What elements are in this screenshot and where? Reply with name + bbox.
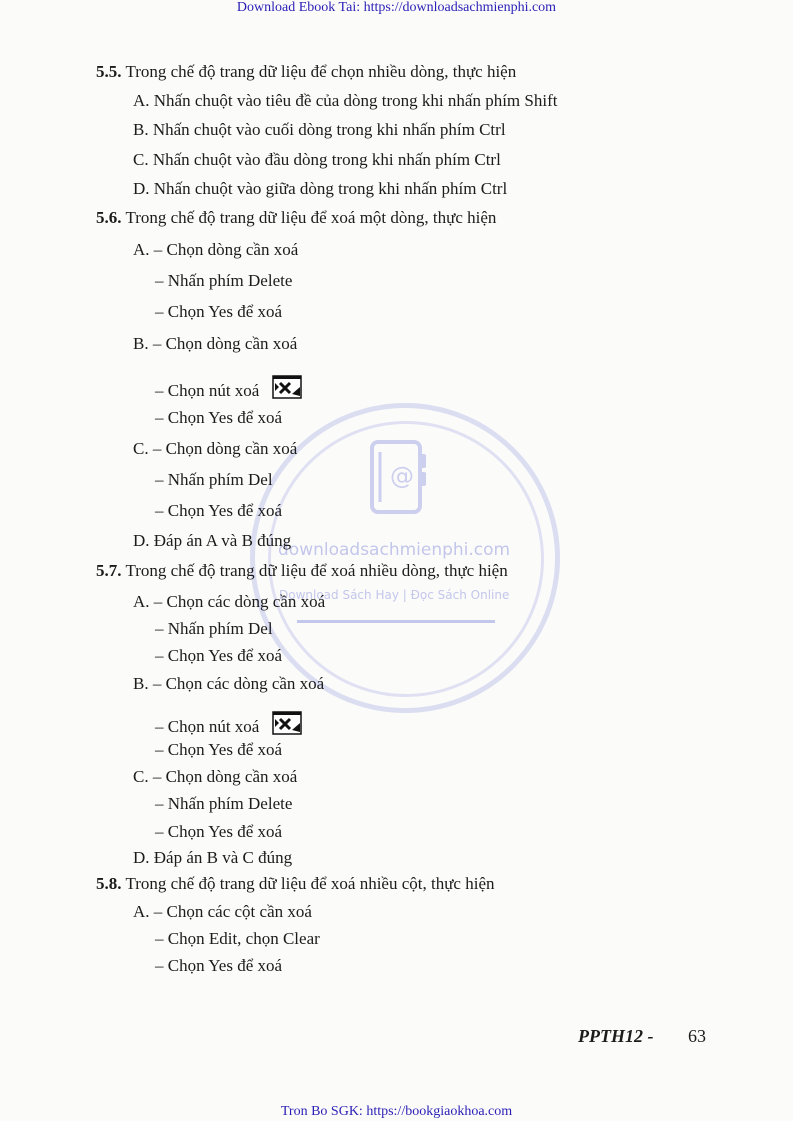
answer-5-7-d: D. Đáp án B và C đúng: [133, 848, 293, 867]
answer-5-6-b-step2: [155, 375, 302, 401]
delete-record-icon: [272, 711, 302, 735]
answer-5-7-b-step3: – Chọn Yes để xoá: [155, 740, 283, 759]
question-number: 5.6.: [96, 208, 122, 227]
answer-5-7-c-step2: – Nhấn phím Delete: [155, 794, 293, 813]
question-text: Trong chế độ trang dữ liệu để xoá nhiều dòng, thực hiện: [121, 561, 508, 580]
watermark-underline: [297, 620, 495, 623]
answer-5-8-a-step2: – Chọn Edit, chọn Clear: [155, 929, 320, 948]
question-text: Trong chế độ trang dữ liệu để xoá một dòng, thực hiện: [121, 208, 497, 227]
delete-record-icon: [272, 375, 302, 399]
answer-5-6-a-step2: – Nhấn phím Delete: [155, 271, 293, 290]
watermark-tagline: Download Sách Hay | Đọc Sách Online: [279, 588, 510, 602]
answer-5-6-c-step1: C. – Chọn dòng cần xoá: [133, 439, 298, 458]
answer-5-6-a-step1: A. – Chọn dòng cần xoá: [133, 240, 299, 259]
book-code-label: PPTH12 -: [578, 1026, 654, 1046]
answer-5-5-a: A. Nhấn chuột vào tiêu đề của dòng trong khi nhấn phím Shift: [133, 91, 558, 110]
answer-5-7-a-step1: A. – Chọn các dòng cần xoá: [133, 592, 326, 611]
answer-5-6-c-step2: – Nhấn phím Del: [155, 470, 273, 489]
answer-5-7-a-step3: – Chọn Yes để xoá: [155, 646, 283, 665]
question-5-7: [96, 561, 508, 581]
answer-5-5-c: C. Nhấn chuột vào đầu dòng trong khi nhấn phím Ctrl: [133, 150, 501, 169]
answer-5-6-b-step3: – Chọn Yes để xoá: [155, 408, 283, 427]
question-5-5: [96, 62, 516, 82]
answer-5-7-a-step2: – Nhấn phím Del: [155, 619, 273, 638]
question-number: 5.5.: [96, 62, 122, 81]
answer-5-5-d: D. Nhấn chuột vào giữa dòng trong khi nhấn phím Ctrl: [133, 179, 508, 198]
answer-5-6-a-step3: – Chọn Yes để xoá: [155, 302, 283, 321]
answer-5-6-d: D. Đáp án A và B đúng: [133, 531, 292, 550]
question-text: Trong chế độ trang dữ liệu để xoá nhiều cột, thực hiện: [121, 874, 495, 893]
step-text: – Chọn nút xoá: [155, 381, 260, 400]
answer-5-7-c-step3: – Chọn Yes để xoá: [155, 822, 283, 841]
question-number: 5.7.: [96, 561, 122, 580]
svg-text:@: @: [390, 462, 414, 490]
answer-5-6-b-step1: B. – Chọn dòng cần xoá: [133, 334, 298, 353]
watermark-site: downloadsachmienphi.com: [278, 540, 511, 560]
question-5-6: [96, 208, 496, 228]
header-download-link[interactable]: Download Ebook Tai: https://downloadsachmienphi.com: [236, 0, 557, 15]
answer-5-7-b-step2: [155, 711, 302, 737]
answer-5-6-c-step3: – Chọn Yes để xoá: [155, 501, 283, 520]
book-icon: [366, 438, 430, 516]
answer-5-8-a-step1: A. – Chọn các cột cần xoá: [133, 902, 312, 921]
question-5-8: [96, 874, 495, 894]
question-number: 5.8.: [96, 874, 122, 893]
answer-5-8-a-step3: – Chọn Yes để xoá: [155, 956, 283, 975]
answer-5-7-b-step1: B. – Chọn các dòng cần xoá: [133, 674, 325, 693]
step-text: – Chọn nút xoá: [155, 717, 260, 736]
answer-5-5-b: B. Nhấn chuột vào cuối dòng trong khi nhấn phím Ctrl: [133, 120, 506, 139]
page-number: 63: [688, 1026, 706, 1046]
question-text: Trong chế độ trang dữ liệu để chọn nhiều dòng, thực hiện: [121, 62, 517, 81]
footer-sgk-link[interactable]: Tron Bo SGK: https://bookgiaokhoa.com: [280, 1104, 513, 1119]
answer-5-7-c-step1: C. – Chọn dòng cần xoá: [133, 767, 298, 786]
